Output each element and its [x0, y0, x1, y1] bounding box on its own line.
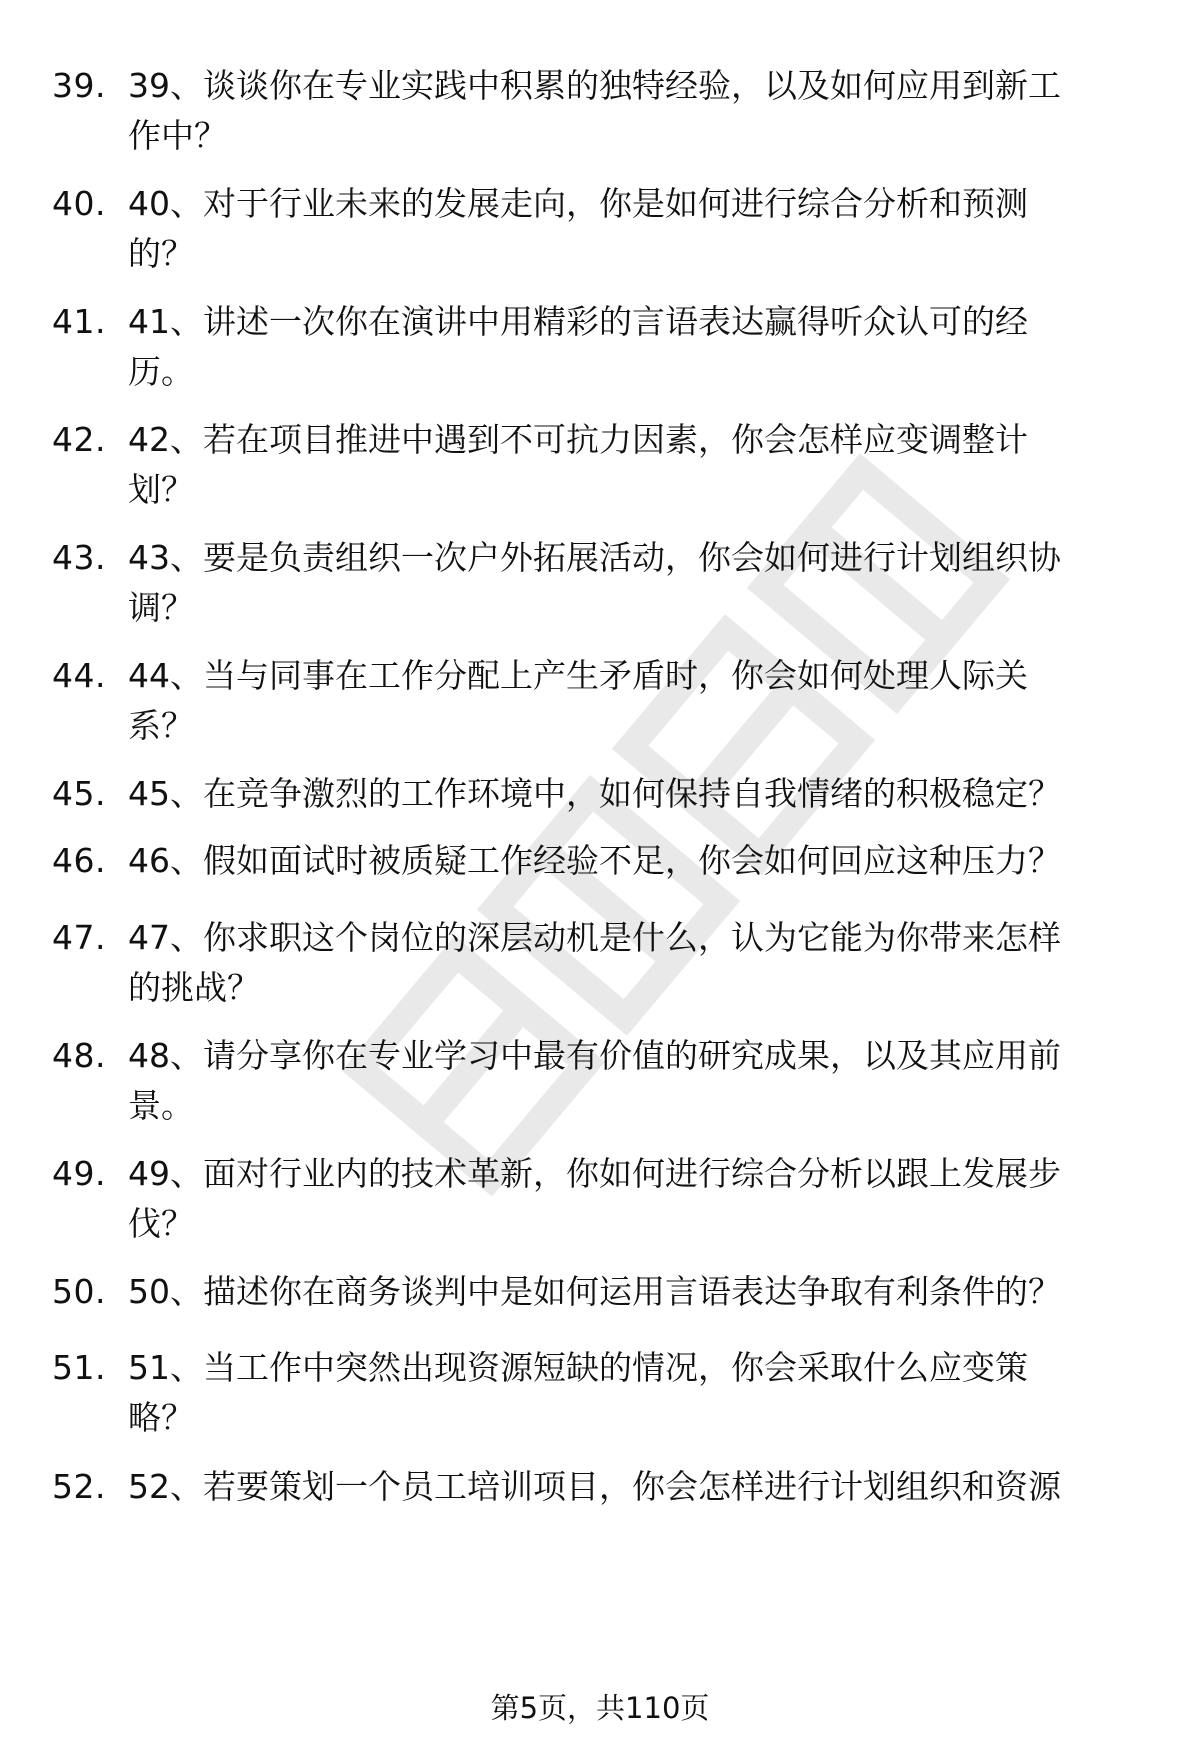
item-number: 50.: [52, 1272, 106, 1311]
item-number: 48.: [52, 1036, 106, 1075]
item-number: 40.: [52, 184, 106, 223]
item-number: 44.: [52, 656, 106, 695]
item-number: 52.: [52, 1467, 106, 1506]
item-number: 41.: [52, 302, 106, 341]
item-text: 51、当工作中突然出现资源短缺的情况，你会采取什么应变策 略？: [128, 1348, 1028, 1437]
item-number: 43.: [52, 538, 106, 577]
item-text: 45、在竞争激烈的工作环境中，如何保持自我情绪的积极稳定？: [128, 774, 1061, 813]
item-text: 40、对于行业未来的发展走向，你是如何进行综合分析和预测 的？: [128, 184, 1028, 273]
item-number: 47.: [52, 918, 106, 957]
item-text: 46、假如面试时被质疑工作经验不足，你会如何回应这种压力？: [128, 841, 1061, 880]
page-footer: 第5页，共110页: [490, 1691, 710, 1725]
item-number: 51.: [52, 1348, 106, 1387]
item-number: 49.: [52, 1154, 106, 1193]
item-text: 41、讲述一次你在演讲中用精彩的言语表达赢得听众认可的经 历。: [128, 302, 1028, 391]
item-text: 42、若在项目推进中遇到不可抗力因素，你会怎样应变调整计 划？: [128, 420, 1028, 509]
item-text: 50、描述你在商务谈判中是如何运用言语表达争取有利条件的？: [128, 1272, 1061, 1311]
item-number: 46.: [52, 841, 106, 880]
item-text: 39、谈谈你在专业实践中积累的独特经验，以及如何应用到新工 作中？: [128, 66, 1061, 155]
item-text: 43、要是负责组织一次户外拓展活动，你会如何进行计划组织协 调？: [128, 538, 1061, 627]
item-number: 42.: [52, 420, 106, 459]
item-number: 39.: [52, 66, 106, 105]
item-text: 47、你求职这个岗位的深层动机是什么，认为它能为你带来怎样 的挑战？: [128, 918, 1061, 1007]
item-text: 48、请分享你在专业学习中最有价值的研究成果，以及其应用前 景。: [128, 1036, 1061, 1125]
item-text: 44、当与同事在工作分配上产生矛盾时，你会如何处理人际关 系？: [128, 656, 1028, 745]
item-number: 45.: [52, 774, 106, 813]
item-text: 52、若要策划一个员工培训项目，你会怎样进行计划组织和资源: [128, 1467, 1061, 1506]
item-text: 49、面对行业内的技术革新，你如何进行综合分析以跟上发展步 伐？: [128, 1154, 1061, 1243]
